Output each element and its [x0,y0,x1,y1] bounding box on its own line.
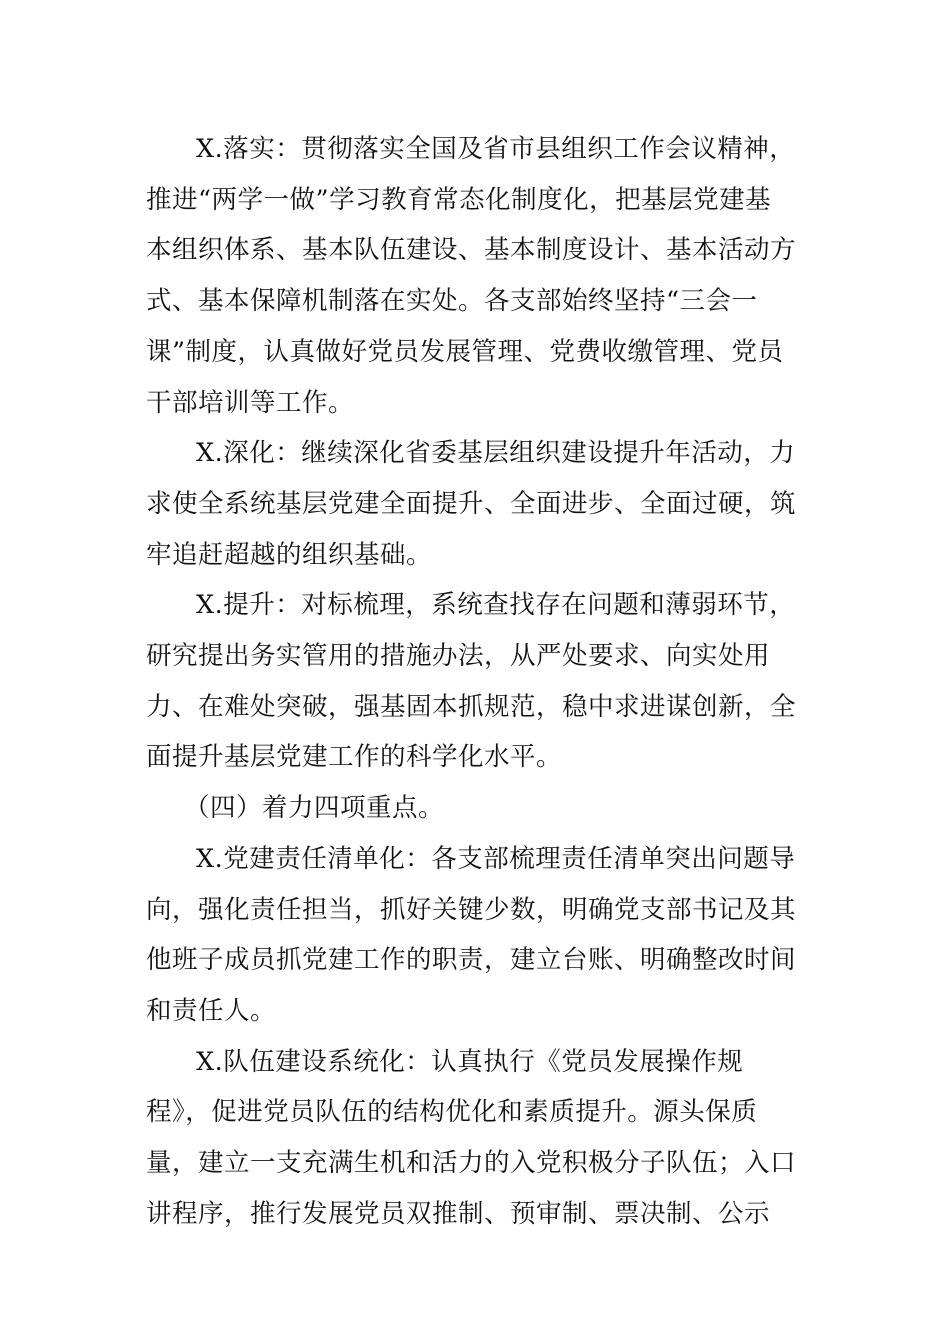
text-line: X.提升：对标梳理，系统查找存在问题和薄弱环节， [196,590,796,621]
text-line: 向，强化责任担当，抓好关键少数，明确党支部书记及其 [146,894,797,925]
text-line: X.深化：继续深化省委基层组织建设提升年活动，力 [196,438,796,469]
text-line: 式、基本保障机制落在实处。各支部始终坚持“三会一 [146,286,758,317]
text-line: 讲程序，推行发展党员双推制、预审制、票决制、公示 [146,1198,771,1229]
text-line: 求使全系统基层党建全面提升、全面进步、全面过硬，筑 [146,488,797,519]
paragraph-tisheng [146,580,796,783]
paragraph-shenhua [146,428,796,580]
document-body [146,124,796,1239]
paragraph-responsibility-list [146,834,796,1037]
text-line: 他班子成员抓党建工作的职责，建立台账、明确整改时间 [146,945,797,976]
text-line: 面提升基层党建工作的科学化水平。 [146,742,563,773]
text-line: 力、在难处突破，强基固本抓规范，稳中求进谋创新，全 [146,691,797,722]
text-line: 牢追赶超越的组织基础。 [146,539,433,570]
paragraph-luoshi [146,124,796,428]
text-line: 程》，促进党员队伍的结构优化和素质提升。源头保质 [146,1097,758,1128]
text-line: 干部培训等工作。 [146,387,355,418]
text-line: X.队伍建设系统化：认真执行《党员发展操作规 [196,1046,744,1077]
section-heading-four-priorities [146,783,796,834]
text-line: X.党建责任清单化：各支部梳理责任清单突出问题导 [196,843,796,874]
text-line: 推进“两学一做”学习教育常态化制度化，把基层党建基 [146,184,772,215]
text-line: 课”制度，认真做好党员发展管理、党费收缴管理、党员 [146,336,784,367]
text-line: 量，建立一支充满生机和活力的入党积极分子队伍；入口 [146,1148,797,1179]
text-line: 本组织体系、基本队伍建设、基本制度设计、基本活动方 [146,235,797,266]
section-heading-text: （四）着力四项重点。 [184,793,445,824]
text-line: 和责任人。 [146,995,277,1026]
paragraph-team-building [146,1037,796,1240]
text-line: 研究提出务实管用的措施办法，从严处要求、向实处用 [146,641,771,672]
text-line: X.落实：贯彻落实全国及省市县组织工作会议精神， [196,134,796,164]
